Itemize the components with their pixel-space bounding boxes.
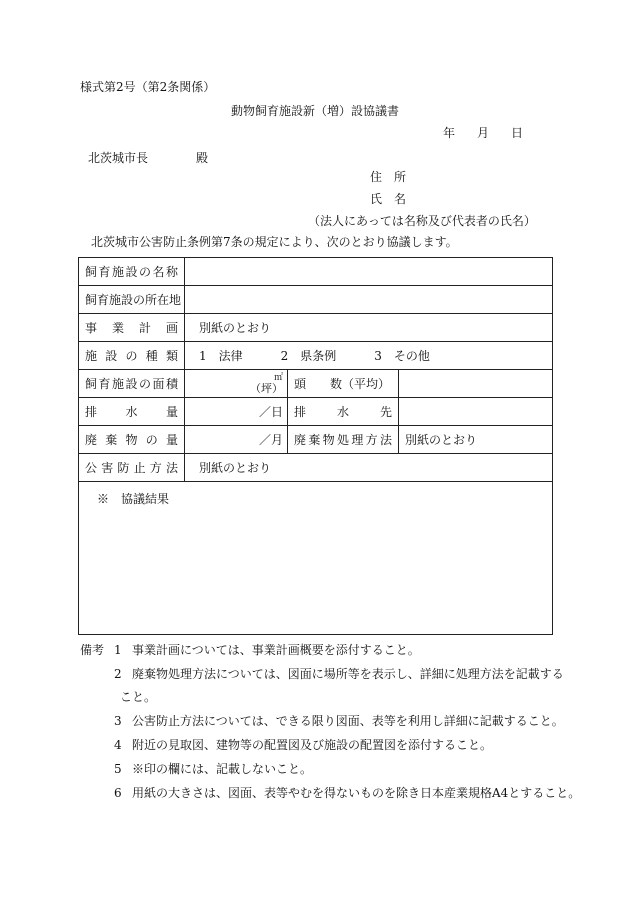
row-facility-type — [79, 342, 553, 370]
applicant-name-label: 氏名 — [370, 192, 419, 206]
remark-text: ※印の欄には、記載しないこと。 — [132, 762, 313, 776]
remark-text: 廃棄物処理方法については、図面に場所等を表示し、詳細に処理方法を記載する — [132, 667, 564, 681]
drainage-destination-label: 排水先 — [288, 398, 399, 426]
facility-location-field[interactable] — [185, 286, 553, 314]
remark-text-continuation: こと。 — [120, 690, 157, 704]
consultation-result-area — [79, 482, 553, 635]
remark-number: 3 — [114, 714, 122, 728]
remark-number: 5 — [114, 762, 122, 776]
waste-method-value: 別紙のとおり — [399, 426, 553, 454]
facility-name-field[interactable] — [185, 258, 553, 286]
facility-type-option-other[interactable]: 3 その他 — [374, 349, 430, 363]
facility-type-option-prefecture[interactable]: 2 県条例 — [280, 349, 337, 363]
date-month: 月 — [477, 126, 490, 140]
row-result — [79, 482, 553, 635]
document-title: 動物飼育施設新（増）設協議書 — [230, 104, 399, 118]
remark-number: 1 — [114, 643, 122, 657]
head-count-field[interactable] — [399, 370, 553, 398]
pollution-method-value: 別紙のとおり — [185, 454, 553, 482]
intro-text: 北茨城市公害防止条例第7条の規定により、次のとおり協議します。 — [91, 235, 458, 249]
business-plan-value: 別紙のとおり — [185, 314, 553, 342]
facility-name-label: 飼育施設の名称 — [79, 258, 185, 286]
row-business-plan — [79, 314, 553, 342]
row-pollution — [79, 454, 553, 482]
addressee: 北茨城市長 — [88, 151, 149, 165]
honorific: 殿 — [196, 151, 209, 165]
remark-text: 事業計画については、事業計画概要を添付すること。 — [132, 643, 420, 657]
form-number: 様式第2号（第2条関係） — [80, 80, 216, 94]
row-drainage — [79, 398, 553, 426]
date-day: 日 — [511, 126, 524, 140]
remark-text: 公害防止方法については、できる限り図面、表等を利用し詳細に記載すること。 — [132, 714, 564, 728]
area-unit-sqm: ㎡ — [273, 372, 283, 383]
corporate-note: （法人にあっては名称及び代表者の氏名） — [308, 214, 536, 228]
consultation-result-label: ※ 協議結果 — [97, 492, 170, 506]
drainage-volume-label: 排水量 — [79, 398, 185, 426]
head-count-label: 頭 数（平均） — [288, 370, 399, 398]
row-facility-name — [79, 258, 553, 286]
facility-type-label: 施設の種類 — [79, 342, 185, 370]
facility-location-label: 飼育施設の所在地 — [79, 286, 185, 314]
drainage-volume-field[interactable]: ／日 — [185, 398, 288, 426]
date-year: 年 — [443, 126, 456, 140]
business-plan-label: 事業計画 — [79, 314, 185, 342]
remark-text: 附近の見取図、建物等の配置図及び施設の配置図を添付すること。 — [132, 738, 493, 752]
date-line — [443, 125, 523, 141]
pollution-method-label: 公害防止方法 — [79, 454, 185, 482]
remark-number: 6 — [114, 786, 122, 800]
row-waste — [79, 426, 553, 454]
area-unit-tsubo: （坪） — [250, 381, 283, 395]
drainage-destination-field[interactable] — [399, 398, 553, 426]
remark-number: 2 — [114, 667, 122, 681]
facility-area-field[interactable] — [185, 370, 288, 398]
facility-area-label: 飼育施設の面積 — [79, 370, 185, 398]
remark-number: 4 — [114, 738, 122, 752]
facility-type-options — [185, 342, 553, 370]
waste-method-label: 廃棄物処理方法 — [288, 426, 399, 454]
remarks-label: 備考 — [80, 643, 105, 657]
row-area — [79, 370, 553, 398]
remark-text: 用紙の大きさは、図面、表等やむを得ないものを除き日本産業規格A4とすること。 — [132, 786, 581, 800]
applicant-address-label: 住所 — [370, 170, 419, 184]
row-facility-location — [79, 286, 553, 314]
consultation-form-table — [78, 257, 553, 635]
waste-amount-label: 廃棄物の量 — [79, 426, 185, 454]
waste-amount-field[interactable]: ／月 — [185, 426, 288, 454]
facility-type-option-law[interactable]: 1 法律 — [199, 349, 243, 363]
